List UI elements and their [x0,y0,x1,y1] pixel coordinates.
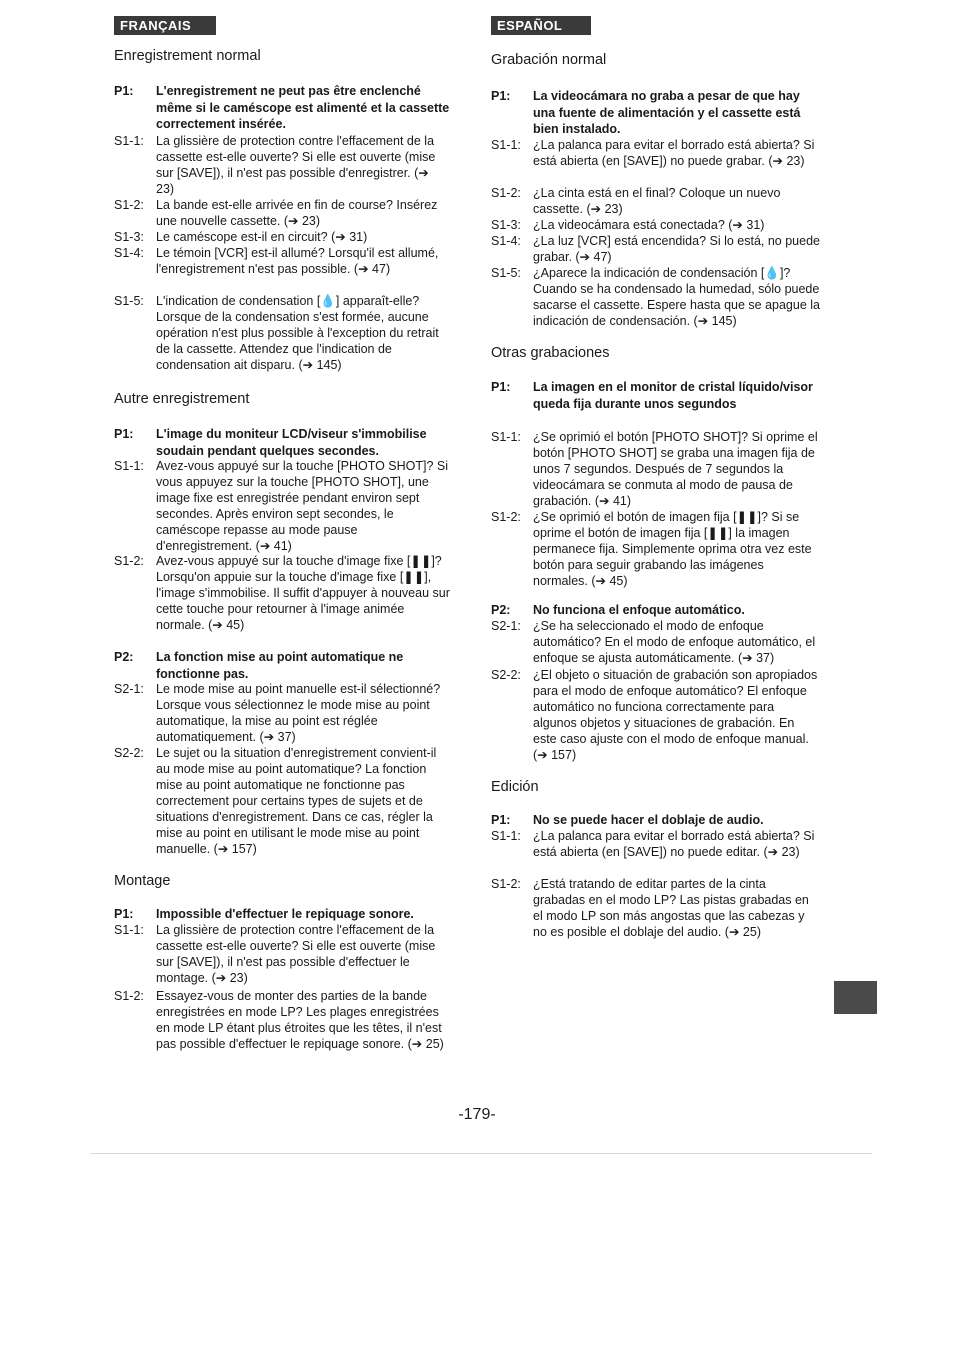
section-title-normal-recording: Enregistrement normal [114,48,261,64]
solution-text: La bande est-elle arrivée en fin de course? Insérez une nouvelle cassette. (➔ 23) [156,198,438,228]
solution-code: S1-1: [491,829,521,843]
solution-code: S1-2: [114,989,144,1003]
solution-s2-2 [491,667,821,763]
solution-s1-2 [491,509,821,589]
solution-code: S1-5: [491,266,521,280]
solution-code: S1-4: [114,246,144,260]
solution-text: ¿Se oprimió el botón de imagen fija [❚❚]? Si se oprime el botón de imagen fija [❚❚] la imagen permanece fija. Simplemente oprima otra vez este botón para seguir grabando las imágenes normales. (➔ 45) [533,510,812,588]
solution-code: S1-2: [114,198,144,212]
solution-code: S1-1: [114,134,144,148]
problem-p1 [114,426,450,459]
solution-text: ¿La palanca para evitar el borrado está abierta? Si está abierta (en [SAVE]) no puede grabar. (➔ 23) [533,138,815,168]
solution-s1-1 [491,137,821,169]
solution-s1-1 [491,828,821,860]
problem-code: P1: [491,813,511,827]
problem-p1 [491,88,821,138]
solution-text: Le témoin [VCR] est-il allumé? Lorsqu'il est allumé, l'enregistrement n'est pas possible. (➔ 47) [156,246,439,276]
solution-text: ¿La videocámara está conectada? (➔ 31) [533,218,765,232]
page-number: -179- [458,1106,496,1123]
solution-code: S1-2: [491,877,521,891]
solution-code: S1-2: [491,186,521,200]
solution-text: ¿La palanca para evitar el borrado está abierta? Si está abierta (en [SAVE]) no puede editar. (➔ 23) [533,829,815,859]
solution-s2-1 [114,681,450,745]
solution-s1-4 [491,233,821,265]
solution-s1-1 [491,429,821,509]
problem-code: P1: [491,89,511,103]
solution-text: Le caméscope est-il en circuit? (➔ 31) [156,230,368,244]
solution-code: S2-1: [491,619,521,633]
solution-text: Avez-vous appuyé sur la touche d'image fixe [❚❚]? Lorsqu'on appuie sur la touche d'image fixe [❚❚], l'image s'immobilise. Il suffit d'appuyer à nouveau sur cette touche pour retourner à l'image animée normale. (➔ 45) [156,554,450,632]
problem-text: La fonction mise au point automatique ne fonctionne pas. [156,650,404,681]
solution-code: S1-3: [114,230,144,244]
solution-s1-4 [114,245,450,277]
solution-code: S2-2: [491,668,521,682]
solution-text: Le mode mise au point manuelle est-il sélectionné? Lorsque vous sélectionnez le mode mise au point automatique, la mise au point est réglée automatiquement. (➔ 37) [156,682,441,744]
problem-code: P1: [114,427,134,441]
language-tag-french: FRANÇAIS [114,16,216,35]
solution-s1-2 [491,876,821,940]
solution-s2-2 [114,745,450,857]
problem-text: La imagen en el monitor de cristal líquido/visor queda fija durante unos segundos [533,380,813,411]
solution-s1-2 [114,553,450,633]
solution-text: Le sujet ou la situation d'enregistrement convient-il au mode mise au point automatique? La fonction mise au point automatique ne fonctionne pas correctement pour certains types de sujets et de situations d'enregistrement. Dans ce cas, régler la mise au point en utilisant le mode mise au point manuelle. (➔ 157) [156,746,437,856]
bottom-divider [90,1153,872,1154]
solution-s1-3 [491,217,821,233]
problem-p1 [491,812,821,829]
solution-text: La glissière de protection contre l'effacement de la cassette est-elle ouverte? Si elle est ouverte (mise sur [SAVE]), il n'est pas possible d'effectuer le montage. (➔ 23) [156,923,436,985]
solution-text: Avez-vous appuyé sur la touche [PHOTO SHOT]? Si vous appuyez sur la touche [PHOTO SHOT], une image fixe est enregistrée pendant environ sept secondes. Après environ sept secondes, le caméscope repasse au mode pause d'enregistrement. (➔ 41) [156,459,449,553]
solution-code: S1-1: [491,430,521,444]
solution-text: ¿Se ha seleccionado el modo de enfoque automático? En el modo de enfoque automático, el enfoque se ajusta automáticamente. (➔ 37) [533,619,816,665]
section-title-normal-recording: Grabación normal [491,52,607,68]
solution-s1-3 [114,229,450,245]
solution-s1-2 [114,197,450,229]
problem-p1 [491,379,821,412]
solution-s1-2 [491,185,821,217]
solution-code: S1-4: [491,234,521,248]
problem-text: No funciona el enfoque automático. [533,603,745,617]
problem-code: P1: [114,907,134,921]
problem-code: P1: [491,380,511,394]
solution-code: S1-2: [491,510,521,524]
section-thumb-tab [834,981,877,1014]
problem-text: No se puede hacer el doblaje de audio. [533,813,764,827]
solution-text: ¿Aparece la indicación de condensación [💧]? Cuando se ha condensado la humedad, sólo puede sacarse el cassette. Espere hasta que se apague la indicación de condensación. (➔ 145) [533,266,820,328]
solution-text: ¿Está tratando de editar partes de la cinta grabadas en el modo LP? Las pistas grabadas en el modo LP son más angostas que las cabezas y no es posible el doblaje del audio. (➔ 25) [533,877,809,939]
solution-text: ¿La luz [VCR] está encendida? Si lo está, no puede grabar. (➔ 47) [533,234,820,264]
solution-s1-2 [114,988,450,1052]
problem-text: La videocámara no graba a pesar de que hay una fuente de alimentación y el cassette está bien instalado. [533,89,801,136]
section-title-editing: Edición [491,779,539,795]
solution-code: S1-3: [491,218,521,232]
solution-s1-5 [491,265,821,329]
solution-s1-1 [114,922,450,986]
solution-code: S1-1: [114,923,144,937]
section-title-other-recording: Autre enregistrement [114,391,250,407]
problem-code: P2: [114,650,134,664]
solution-text: La glissière de protection contre l'effacement de la cassette est-elle ouverte? Si elle est ouverte (mise sur [SAVE]), il n'est pas possible d'enregistrer. (➔ 23) [156,134,436,196]
problem-p2 [114,649,450,682]
solution-code: S2-1: [114,682,144,696]
problem-code: P2: [491,603,511,617]
problem-code: P1: [114,84,134,98]
solution-code: S1-5: [114,294,144,308]
solution-text: ¿La cinta está en el final? Coloque un nuevo cassette. (➔ 23) [533,186,781,216]
problem-p1 [114,906,450,923]
solution-s2-1 [491,618,821,666]
solution-text: L'indication de condensation [💧] apparaît-elle? Lorsque de la condensation s'est formée, aucune opération n'est plus possible à l'exception du retrait de la cassette. Attendez que l'indication de condensation ait disparu. (➔ 145) [156,294,439,372]
solution-text: ¿El objeto o situación de grabación son apropiados para el modo de enfoque automático? El enfoque automático no funciona correctamente para algunos objetos y situaciones de grabación. En este caso ajuste con el modo de enfoque manual. (➔ 157) [533,668,818,762]
problem-text: L'enregistrement ne peut pas être enclenché même si le caméscope est alimenté et la cassette correctement insérée. [156,84,450,131]
solution-s1-5 [114,293,450,373]
problem-p2 [491,602,821,619]
language-tag-spanish: ESPAÑOL [491,16,591,35]
solution-text: Essayez-vous de monter des parties de la bande enregistrées en mode LP? Les plages enregistrées en mode LP étant plus étroites que les têtes, il n'est pas possible d'effectuer le repiquage sonore. (➔ 25) [156,989,444,1051]
section-title-other-recording: Otras grabaciones [491,345,610,361]
section-title-editing: Montage [114,873,171,889]
solution-s1-1 [114,458,450,554]
solution-code: S1-1: [114,459,144,473]
solution-code: S2-2: [114,746,144,760]
problem-text: L'image du moniteur LCD/viseur s'immobilise soudain pendant quelques secondes. [156,427,427,458]
solution-text: ¿Se oprimió el botón [PHOTO SHOT]? Si oprime el botón [PHOTO SHOT] se graba una imagen fija de unos 7 segundos. Después de 7 segundos la videocámara se conmuta al modo de pausa de grabación. (➔ 41) [533,430,818,508]
problem-text: Impossible d'effectuer le repiquage sonore. [156,907,414,921]
solution-s1-1 [114,133,450,197]
problem-p1 [114,83,450,133]
solution-code: S1-1: [491,138,521,152]
solution-code: S1-2: [114,554,144,568]
